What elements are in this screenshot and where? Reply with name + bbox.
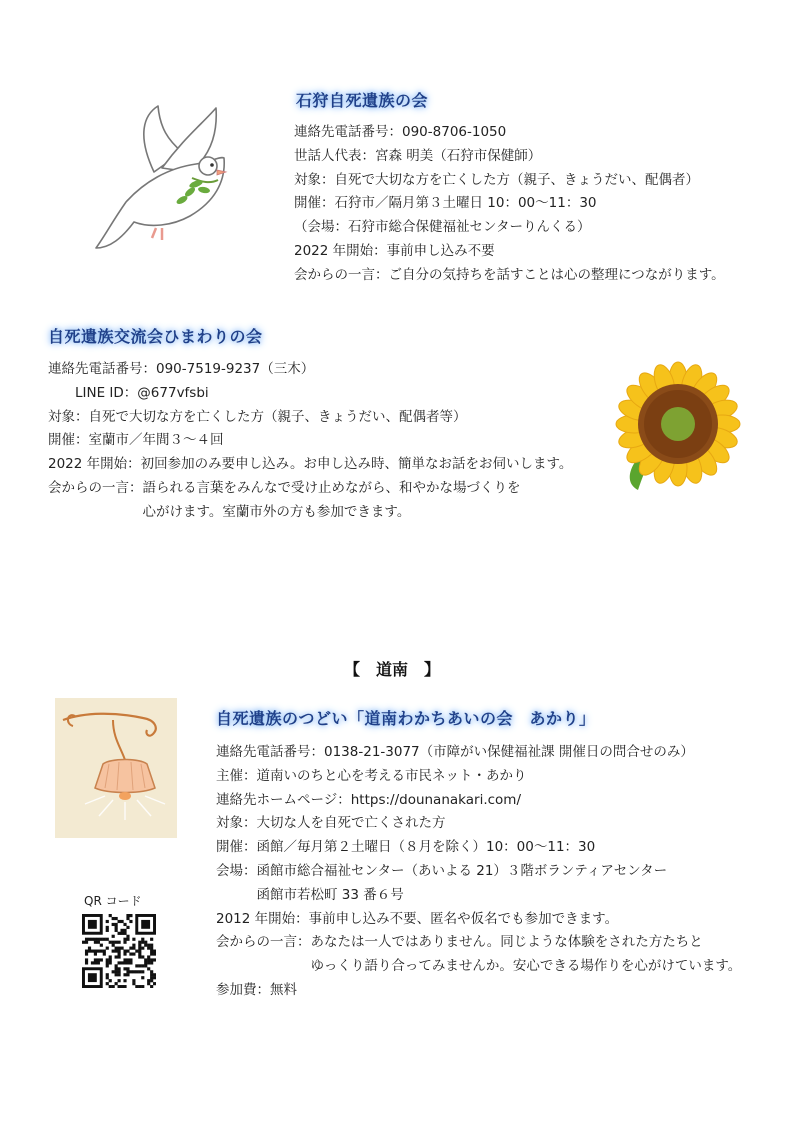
section3-title: 自死遺族のつどい「道南わかちあいの会 あかり」 bbox=[216, 709, 596, 728]
section1-line: 開催：石狩市／隔月第３土曜日 10：00～11：30 bbox=[294, 195, 597, 212]
section1-line: 2022 年開始：事前申し込み不要 bbox=[294, 242, 495, 259]
dove-icon bbox=[86, 98, 246, 260]
section2-line: 連絡先電話番号：090-7519-9237（三木） bbox=[48, 361, 315, 377]
section3-line: ゆっくり語り合ってみませんか。安心できる場作りを心がけています。 bbox=[216, 958, 742, 975]
section3-line: 参加費：無料 bbox=[216, 981, 297, 998]
section3-line: 2012 年開始：事前申し込み不要、匿名や仮名でも参加できます。 bbox=[216, 910, 619, 927]
section1-line: 対象：自死で大切な方を亡くした方（親子、きょうだい、配偶者） bbox=[294, 171, 699, 188]
section1-line: 連絡先電話番号：090-8706-1050 bbox=[294, 124, 507, 140]
section3-line: 函館市若松町 33 番６号 bbox=[216, 886, 404, 903]
section1-title: 石狩自死遺族の会 bbox=[296, 91, 429, 110]
qr-code[interactable] bbox=[82, 914, 156, 988]
section3-line: 会からの一言：あなたは一人ではありません。同じような体験をされた方たちと bbox=[216, 934, 703, 951]
section3-line: 開催：函館／毎月第２土曜日（８月を除く）10：00～11：30 bbox=[216, 839, 596, 856]
qr-label: QR コード bbox=[84, 894, 142, 908]
section3-line: 対象：大切な人を自死で亡くされた方 bbox=[216, 815, 446, 832]
section3-line: 主催：道南いのちと心を考える市民ネット・あかり bbox=[216, 767, 527, 784]
dove-illustration bbox=[86, 98, 246, 260]
sunflower-illustration bbox=[610, 360, 750, 494]
region-heading: 【 道南 】 bbox=[344, 660, 441, 679]
lamp-icon bbox=[55, 698, 177, 838]
section1-line: （会場：石狩市総合保健福祉センターりんくる） bbox=[294, 219, 591, 236]
section2-line: 開催：室蘭市／年間３～４回 bbox=[48, 432, 224, 449]
sunflower-icon bbox=[610, 360, 750, 494]
lamp-illustration bbox=[55, 698, 177, 838]
section2-line: 会からの一言：語られる言葉をみんなで受け止めながら、和やかな場づくりを bbox=[48, 479, 521, 496]
section2-line: 対象：自死で大切な方を亡くした方（親子、きょうだい、配偶者等） bbox=[48, 408, 467, 425]
section2-title: 自死遺族交流会ひまわりの会 bbox=[48, 327, 263, 346]
section1-line: 世話人代表：宮森 明美（石狩市保健師） bbox=[294, 147, 542, 164]
section2-line: LINE ID：@677vfsbi bbox=[48, 384, 209, 401]
section3-line: 会場：函館市総合福祉センター（あいよる 21）３階ボランティアセンター bbox=[216, 862, 668, 879]
section3-details bbox=[216, 741, 741, 1003]
section1-line: 会からの一言：ご自分の気持ちを話すことは心の整理につながります。 bbox=[294, 266, 725, 283]
section1-details bbox=[294, 121, 725, 288]
section3-homepage-line[interactable]: 連絡先ホームページ：https://dounanakari.com/ bbox=[216, 791, 521, 808]
qr-code-icon bbox=[82, 914, 156, 988]
section3-line: 連絡先電話番号：0138-21-3077（市障がい保健福祉課 開催日の問合せのみ） bbox=[216, 744, 694, 760]
section2-line: 2022 年開始：初回参加のみ要申し込み。お申し込み時、簡単なお話をお伺いします。 bbox=[48, 456, 573, 473]
section2-line: 心がけます。室蘭市外の方も参加できます。 bbox=[48, 503, 411, 520]
section2-details bbox=[48, 358, 572, 525]
